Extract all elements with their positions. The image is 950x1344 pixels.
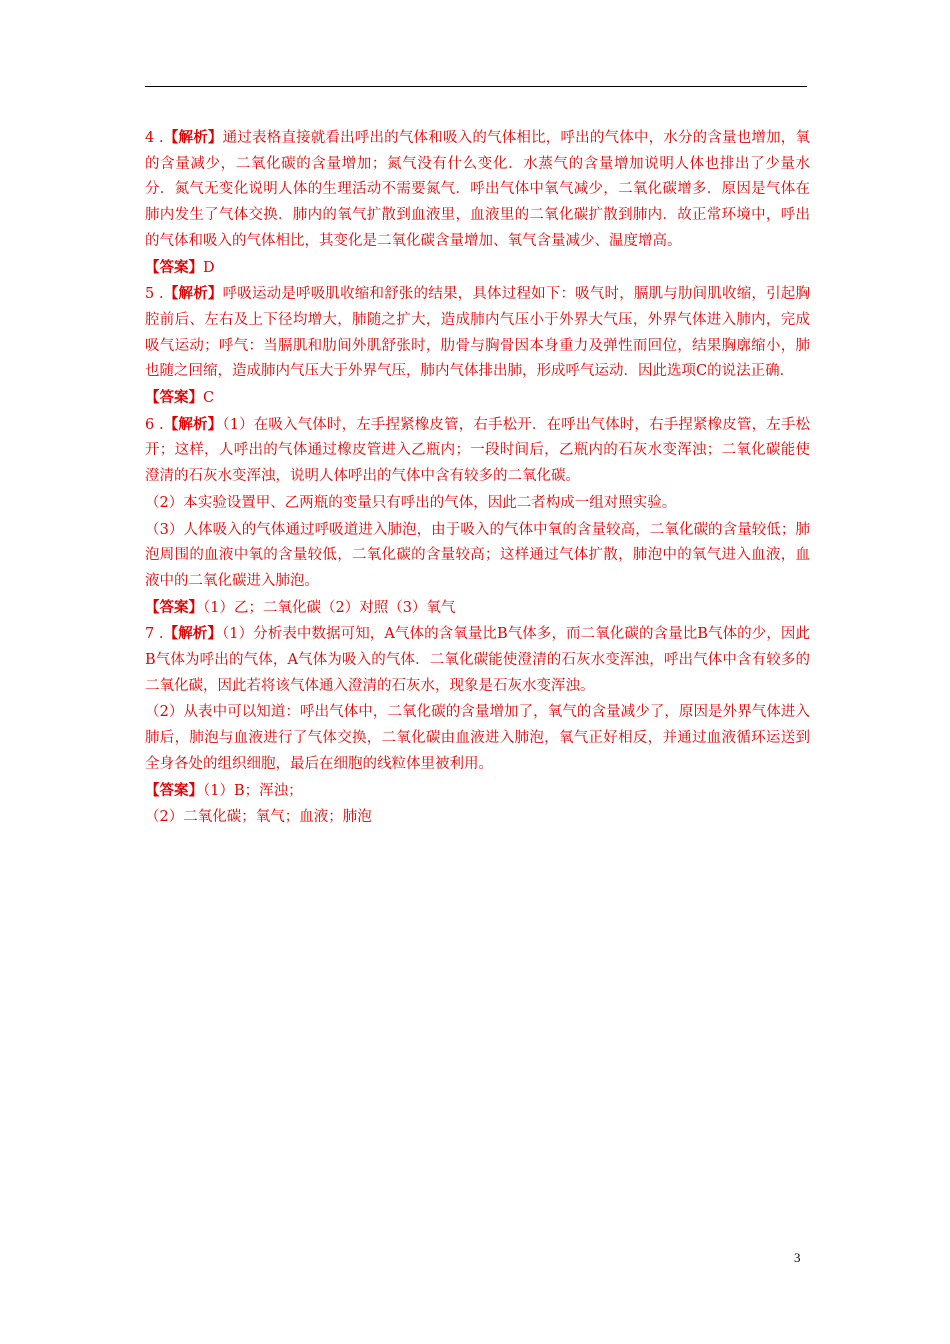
paragraph-text: C [203,390,215,407]
paragraph [145,490,810,517]
paragraph-text: （1）乙；二氧化碳（2）对照（3）氧气 [203,599,456,616]
paragraph [145,385,810,412]
paragraph [145,517,810,595]
paragraph: 7 .【解析】（1）分析表中数据可知，A气体的含氧量比B气体多，而二氧化碳的含量比B气体的少，因此B气体为呼出的气体，A气体为吸入的气体．二氧化碳能使澄清的石灰水变浑浊，呼出气体中含有较多的二氧化碳，因此若将该气体通入澄清的石灰水，现象是石灰水变浑浊。 [145,625,810,694]
paragraph-text: （1）在吸入气体时，左手捏紧橡皮管，右手松开．在呼出气体时，右手捏紧橡皮管，左手松开；这样，人呼出的气体通过橡皮管进入乙瓶内；一段时间后，乙瓶内的石灰水变浑浊；二氧化碳能使澄清的石灰水变浑浊，说明人体呼出的气体中含有较多的二氧化碳。 [145,416,810,485]
paragraph-tag: 【答案】 [145,389,203,407]
paragraph-text: 通过表格直接就看出呼出的气体和吸入的气体相比，呼出的气体中，水分的含量也增加，氧的含量减少，二氧化碳的含量增加；氮气没有什么变化．水蒸气的含量增加说明人体也排出了少量水分．氮气无变化说明人体的生理活动不需要氮气．呼出气体中氧气减少，二氧化碳增多．原因是气体在肺内发生了气体交换．肺内的氧气扩散到血液里，血液里的二氧化碳扩散到肺内．故正常环境中，呼出的气体和吸入的气体相比，其变化是二氧化碳含量增加、氧气含量减少、温度增高。 [145,130,810,249]
paragraph [145,778,810,805]
header-rule [145,86,807,87]
paragraph-text: 呼吸运动是呼吸肌收缩和舒张的结果，具体过程如下：吸气时，膈肌与肋间肌收缩，引起胸腔前后、左右及上下径均增大，肺随之扩大，造成肺内气压小于外界大气压，外界气体进入肺内，完成吸气运动；呼气：当膈肌和肋间外肌舒张时，肋骨与胸骨因本身重力及弹性而回位，结果胸廓缩小，肺也随之回缩，造成肺内气压大于外界气压，肺内气体排出肺，形成呼气运动．因此选项C的说法正确． [145,286,810,380]
paragraph-tag: 【答案】 [145,598,203,616]
page-number: 3 [794,1250,801,1265]
paragraph-tag: 【解析】 [163,285,223,303]
paragraph: 6 .【解析】（1）在吸入气体时，左手捏紧橡皮管，右手松开．在呼出气体时，右手捏紧橡皮管，左手松开；这样，人呼出的气体通过橡皮管进入乙瓶内；一段时间后，乙瓶内的石灰水变浑浊；二氧化碳能使澄清的石灰水变浑浊，说明人体呼出的气体中含有较多的二氧化碳。 [145,415,810,485]
paragraph-text: （3）人体吸入的气体通过呼吸道进入肺泡，由于吸入的气体中氧的含量较高，二氧化碳的含量较低；肺泡周围的血液中氧的含量较低，二氧化碳的含量较高；这样通过气体扩散，肺泡中的氧气进入血液，血液中的二氧化碳进入肺泡。 [145,521,810,589]
paragraph-tag: 【答案】 [145,781,203,799]
paragraph-text: （1）B；浑浊； [203,782,303,799]
paragraph [145,804,810,831]
answer-content [145,125,810,831]
paragraph-tag: 【解析】 [163,415,223,433]
paragraph-tag: 【解析】 [163,625,222,643]
paragraph: 4 .【解析】通过表格直接就看出呼出的气体和吸入的气体相比，呼出的气体中，水分的含量也增加，氧的含量减少，二氧化碳的含量增加；氮气没有什么变化．水蒸气的含量增加说明人体也排出了少量水分．氮气无变化说明人体的生理活动不需要氮气．呼出气体中氧气减少，二氧化碳增多．原因是气体在肺内发生了气体交换．肺内的氧气扩散到血液里，血液里的二氧化碳扩散到肺内．故正常环境中，呼出的气体和吸入的气体相比，其变化是二氧化碳含量增加、氧气含量减少、温度增高。 [145,129,810,249]
paragraph-text: （2）从表中可以知道：呼出气体中，二氧化碳的含量增加了，氧气的含量减少了，原因是外界气体进入肺后，肺泡与血液进行了气体交换，二氧化碳由血液进入肺泡，氧气正好相反，并通过血液循环运送到全身各处的组织细胞，最后在细胞的线粒体里被利用。 [145,704,810,772]
paragraph-text: （2）二氧化碳；氧气；血液；肺泡 [145,809,372,826]
paragraph-tag: 【答案】 [145,258,203,276]
paragraph-tag: 【解析】 [163,129,223,146]
paragraph-text: （2）本实验设置甲、乙两瓶的变量只有呼出的气体，因此二者构成一组对照实验。 [145,494,677,511]
paragraph-text: D [203,259,215,276]
paragraph [145,255,810,282]
paragraph [145,595,810,622]
paragraph [145,699,810,777]
paragraph-text: （1）分析表中数据可知，A气体的含氧量比B气体多，而二氧化碳的含量比B气体的少，因此B气体为呼出的气体，A气体为吸入的气体．二氧化碳能使澄清的石灰水变浑浊，呼出气体中含有较多的二氧化碳，因此若将该气体通入澄清的石灰水，现象是石灰水变浑浊。 [145,626,810,694]
paragraph: 5 .【解析】呼吸运动是呼吸肌收缩和舒张的结果，具体过程如下：吸气时，膈肌与肋间肌收缩，引起胸腔前后、左右及上下径均增大，肺随之扩大，造成肺内气压小于外界大气压，外界气体进入肺内，完成吸气运动；呼气：当膈肌和肋间外肌舒张时，肋骨与胸骨因本身重力及弹性而回位，结果胸廓缩小，肺也随之回缩，造成肺内气压大于外界气压，肺内气体排出肺，形成呼气运动．因此选项C的说法正确． [145,285,810,380]
